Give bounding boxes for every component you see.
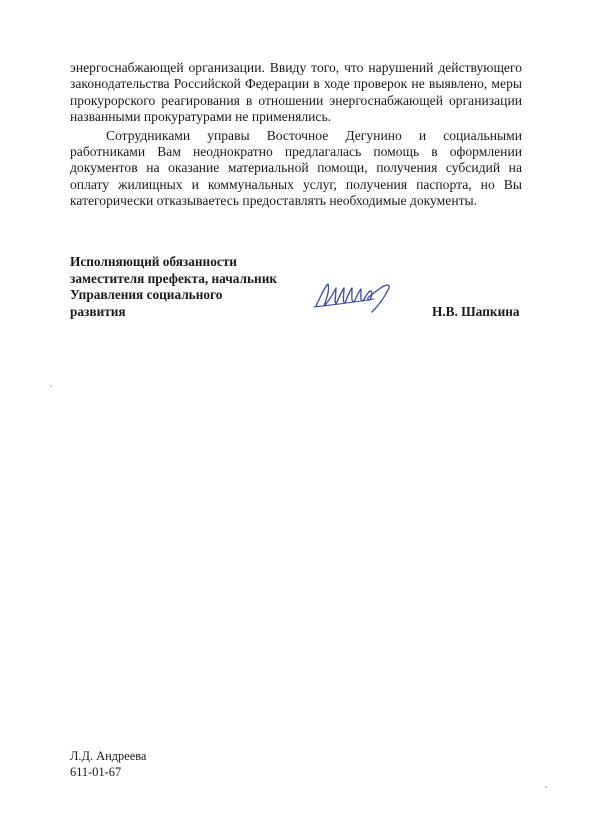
paragraph-1: энергоснабжающей организации. Ввиду того, что нарушений действующего законодательства Российской Федерации в ходе проверок не выявлено, меры прокурорского реагирования в отношении энергоснабжающей организации названными прокуратурами не применялись. <box>70 60 522 125</box>
executor-name: Л.Д. Андреева <box>70 749 147 763</box>
signer-name: Н.В. Шапкина <box>432 304 520 319</box>
signatory-title-line: Управления социального <box>70 287 223 303</box>
signatory-title <box>70 254 310 320</box>
scan-speck <box>545 786 547 788</box>
handwritten-signature <box>312 276 412 316</box>
letter-body <box>70 60 522 210</box>
signatory-title-line: развития <box>70 303 126 319</box>
signatory-title-line: Исполняющий обязанности <box>70 254 237 269</box>
executor-phone: 611-01-67 <box>70 764 122 779</box>
signatory-title-line: заместителя префекта, начальник <box>70 270 278 286</box>
executor-info <box>70 749 146 780</box>
scan-speck <box>50 385 52 387</box>
paragraph-2: Сотрудниками управы Восточное Дегунино и социальными работниками Вам неоднократно предлагалась помощь в оформлении документов на оказание материальной помощи, получения субсидий на оплату жилищных и коммунальных услуг, получения паспорта, но Вы категорически отказываетесь предоставлять необходимые документы. <box>70 127 522 209</box>
